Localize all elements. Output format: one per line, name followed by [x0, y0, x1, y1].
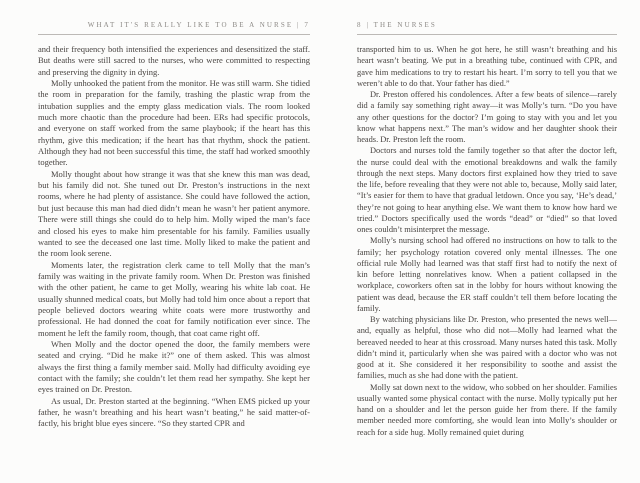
running-head-left: WHAT IT'S REALLY LIKE TO BE A NURSE | 7	[87, 21, 310, 29]
page-right	[357, 21, 617, 479]
paragraph: When Molly and the doctor opened the door, the family members were seated and crying. “Did he make it?” one of them asked. This was almost always the first thing a family member said. Molly had difficulty avoiding eye contact with the family; she couldn’t let them read her sympathy. She kept her eyes trained on Dr. Preston.	[38, 338, 310, 395]
paragraph: Dr. Preston offered his condolences. After a few beats of silence—rarely did a family say something right away—it was Molly’s turn. “Do you have any other questions for the doctor? I’m going to stay with you and let you know what happens next.” The man’s widow and her daughter shook their heads. Dr. Preston left the room.	[357, 90, 617, 144]
paragraph: Molly thought about how strange it was that she knew this man was dead, but his family did not. She tuned out Dr. Preston’s instructions in the next rooms, where he had plenty of assistance. She could have followed the action, but just because this man had died didn’t mean he wasn’t her patient anymore. There were still things she could do to help him. Molly wiped the man’s face and closed his eyes to make him presentable for his family. Families usually wanted to see the deceased one last time. Molly liked to make the patient and the room look serene.	[38, 168, 310, 259]
paragraph: Doctors and nurses told the family together so that after the doctor left, the nurse could deal with the emotional breakdowns and walk the family through the next steps. Many doctors first explained how they tried to save the life, before revealing that they were not able to, because, Molly said later, “It’s easier for them to have that gradual letdown. Once you say, ‘He’s dead,’ they’re not going to hear anything else. We want them to know how hard we tried.” Doctors specifically used the words “dead” or “died” so that loved ones couldn’t misinterpret the message.	[357, 146, 617, 234]
paragraph: Molly’s nursing school had offered no instructions on how to talk to the family; her psychology rotation covered only mental illnesses. The one official rule Molly had learned was that staff first had to notify the next of kin before letting nonrelatives know. When a patient collapsed in the workplace, coworkers often sat in the lobby for hours without knowing the patient was dead, because the ER staff couldn’t tell them before locating the family.	[357, 236, 617, 313]
paragraph: As usual, Dr. Preston started at the beginning. “When EMS picked up your father, he wasn’t breathing and his heart wasn’t beating,” he said matter-of-factly, his bright blue eyes sincere. “So they started CPR and	[38, 395, 310, 429]
running-head-right: 8 | THE NURSES	[357, 21, 437, 29]
page-left-header	[38, 21, 310, 35]
paragraph: transported him to us. When he got here, he still wasn’t breathing and his heart wasn’t beating. We put in a breathing tube, continued with CPR, and gave him medications to try to restart his heart. I’m sorry to tell you that we weren’t able to do that. Your father has died.”	[357, 45, 617, 88]
page-right-body-text	[357, 44, 617, 438]
header-rule-right	[357, 34, 617, 35]
paragraph: and their frequency both intensified the experiences and desensitized the staff. But deaths were still sacred to the nurses, who were committed to respecting and preserving the dignity in dying.	[38, 44, 310, 77]
page-left	[38, 21, 310, 479]
page-left-body-text	[38, 44, 310, 430]
paragraph: Molly sat down next to the widow, who sobbed on her shoulder. Families usually wanted some physical contact with the nurse. Molly typically put her hand on a shoulder and let the person guide her from there. If the family member needed more comforting, she would lean into Molly’s shoulder or reach for a side hug. Molly remained quiet during	[357, 382, 617, 437]
paragraph: Molly unhooked the patient from the monitor. He was still warm. She tidied the room in preparation for the family, trashing the plastic wrap from the intubation supplies and the empty glass medication vials. The room looked much more chaotic than the procedure had been. ERs had specific protocols, and everyone on staff worked from the same playbook; if the heart has this rhythm, give this medication; if the heart has that rhythm, shock the patient. Although they had not been successful this time, the staff had worked smoothly together.	[38, 78, 310, 168]
paragraph: By watching physicians like Dr. Preston, who presented the news well—and, equally as helpful, those who did not—Molly had learned what the bereaved needed to hear at this crossroad. Many nurses hated this task. Molly didn’t mind it, particularly when she was paired with a doctor who was not good at it. She considered it her responsibility to soothe and assist the families, much as she had done with the patient.	[357, 315, 617, 381]
page-right-header	[357, 21, 617, 35]
header-rule-left	[38, 34, 310, 35]
paragraph: Moments later, the registration clerk came to tell Molly that the man’s family was waiting in the private family room. When Dr. Preston was finished with the other patient, he came to get Molly, wearing his white lab coat. He usually shunned medical coats, but Molly had told him once about a report that people believed doctors wearing white coats were more trustworthy and professional. He had donned the coat for family notification ever since. The moment he left the family room, though, that coat came right off.	[38, 259, 310, 338]
